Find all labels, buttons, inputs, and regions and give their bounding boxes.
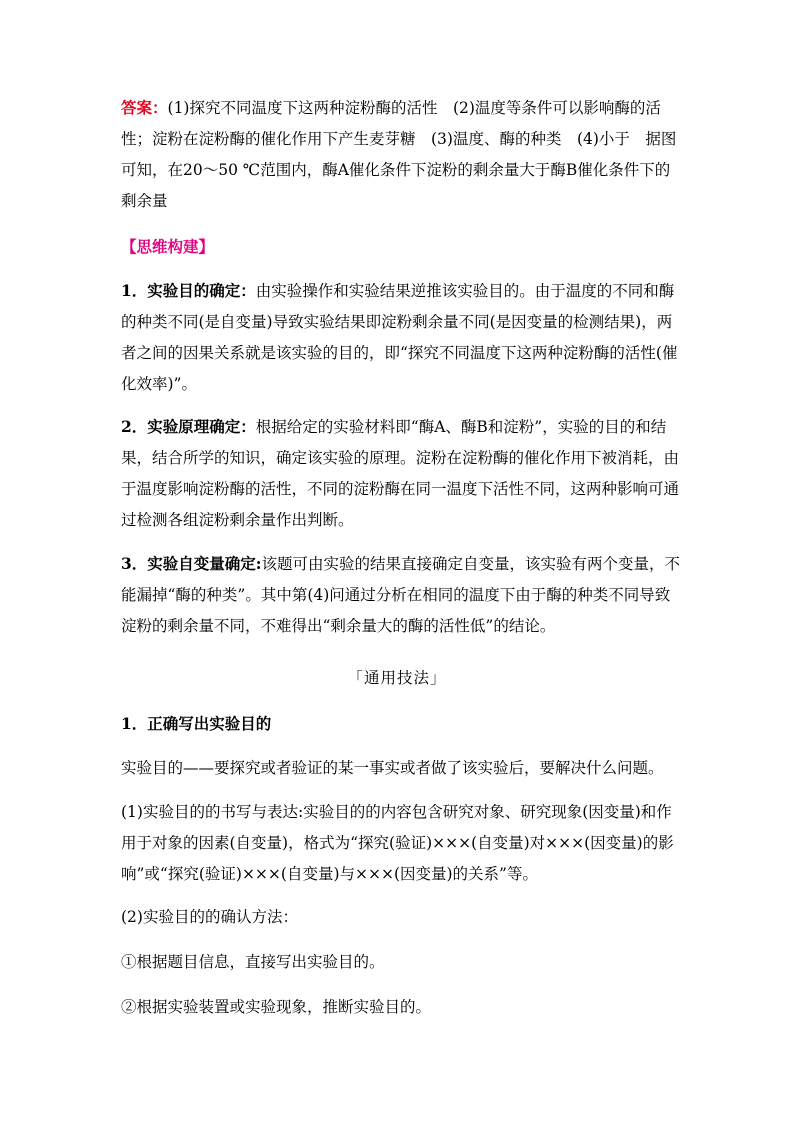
- sub2-text: (2)实验目的的确认方法：: [121, 908, 298, 926]
- definition-text: 实验目的——要探究或者验证的某一事实或者做了该实验后，要解决什么问题。: [121, 759, 664, 777]
- item1-text: ①根据题目信息，直接写出实验目的。: [121, 953, 385, 971]
- item1-paragraph: [121, 947, 681, 978]
- definition-paragraph: [121, 753, 681, 784]
- point-3-text: 该题可由实验的结果直接确定自变量，该实验有两个变量，不能漏掉“酶的种类”。其中第(4)问通过分析在相同的温度下由于酶的种类不同导致淀粉的剩余量不同，不难得出“剩余量大的酶的活性低”的结论。: [121, 555, 681, 635]
- general-heading-paragraph: [121, 708, 681, 740]
- item2-paragraph: [121, 992, 681, 1023]
- item2-text: ②根据实验装置或实验现象，推断实验目的。: [121, 998, 432, 1016]
- answer-text: (1)探究不同温度下这两种淀粉酶的活性 (2)温度等条件可以影响酶的活性；淀粉在淀粉酶的催化作用下产生麦芽糖 (3)温度、酶的种类 (4)小于 据图可知，在20～50 ℃范围内，酶A催化条件下淀粉的剩余量大于酶B催化条件下的剩余量: [121, 99, 677, 210]
- section-title: [121, 231, 681, 263]
- point-1-paragraph: [121, 275, 681, 400]
- sub2-paragraph: [121, 902, 681, 933]
- point-2-paragraph: [121, 411, 681, 536]
- general-heading: 1．正确写出实验目的: [121, 714, 272, 733]
- point-3-label: 3．实验自变量确定:: [121, 554, 262, 573]
- general-methods-title: 「通用技法」: [347, 669, 447, 687]
- point-3-paragraph: [121, 548, 681, 642]
- thinking-construction-title: 【思维构建】: [121, 237, 215, 256]
- point-2-label: 2．实验原理确定：: [121, 417, 256, 436]
- sub1-label: (1)实验目的的书写与表达:: [121, 803, 304, 821]
- sub1-text: 实验目的的内容包含研究对象、研究现象(因变量)和作用于对象的因素(自变量)，格式为“探究(验证)×××(自变量)对×××(因变量)的影响”或“探究(验证)×××(自变量)与×××(因变量)的关系”等。: [121, 803, 674, 883]
- sub1-paragraph: [121, 797, 681, 890]
- answer-label: 答案：: [121, 98, 168, 117]
- answer-paragraph: [121, 92, 681, 217]
- point-1-text: 由实验操作和实验结果逆推该实验目的。由于温度的不同和酶的种类不同(是自变量)导致实验结果即淀粉剩余量不同(是因变量的检测结果)，两者之间的因果关系就是该实验的目的，即“探究不同温度下这两种淀粉酶的活性(催化效率)”。: [121, 282, 678, 393]
- point-2-text: 根据给定的实验材料即“酶A、酶B和淀粉”，实验的目的和结果，结合所学的知识，确定该实验的原理。淀粉在淀粉酶的催化作用下被消耗，由于温度影响淀粉酶的活性，不同的淀粉酶在同一温度下活性不同，这两种影响可通过检测各组淀粉剩余量作出判断。: [121, 418, 680, 529]
- point-1-label: 1．实验目的确定：: [121, 281, 256, 300]
